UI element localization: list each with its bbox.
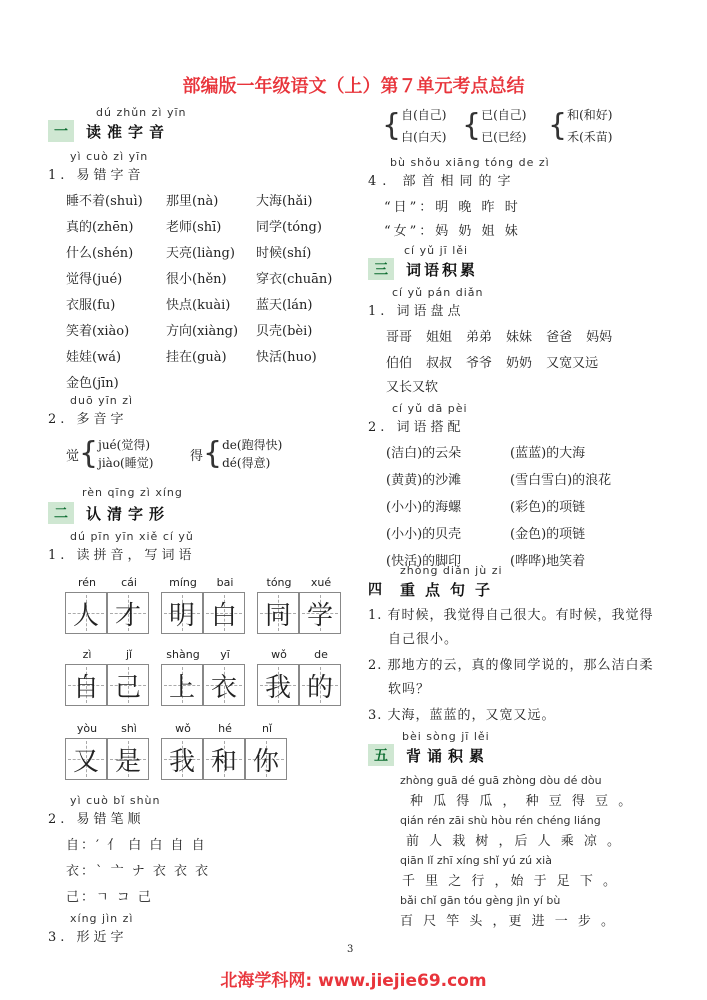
word-group [66, 576, 150, 634]
sec2-sub3-pinyin: xíng jìn zì [70, 912, 134, 925]
sec5-label: 背诵积累 [406, 746, 491, 765]
key-sentence: 2. 那地方的云，真的像同学说的，那么洁白柔 [368, 658, 654, 673]
polyphone-reading: dé(得意) [222, 456, 271, 470]
similar-char: 白(白天) [401, 130, 447, 144]
word-cell: 天亮(liàng) [166, 246, 235, 261]
match-item: (快活)的脚印 [386, 554, 462, 569]
word: 又长又软 [386, 380, 439, 395]
char-box: 你 [245, 738, 287, 780]
poem-pinyin: qián rén zāi shù hòu rén chéng liáng [400, 814, 601, 827]
char-pinyin: shàng [166, 648, 200, 661]
brace-icon: { [462, 108, 482, 143]
word-cell: 什么(shén) [66, 246, 134, 261]
word-group [258, 648, 342, 706]
char-box: 己 [107, 664, 149, 706]
match-item: (彩色)的项链 [510, 500, 586, 515]
stroke-order-line: 衣：` 亠 ナ 衣 衣 衣 [66, 864, 211, 879]
sec3-sub1: 1. 词语盘点 [368, 304, 465, 319]
polyphone-reading: jiào(睡觉) [98, 456, 154, 470]
polyphone-head: 觉 [66, 448, 80, 464]
sec1-heading [48, 120, 170, 142]
key-sentence: 1. 有时候，我觉得自己很大。有时候，我觉得 [368, 608, 654, 623]
char-box: 白 [203, 592, 245, 634]
sec3-pinyin: cí yǔ jī lěi [404, 244, 469, 257]
sec2-sub1-pinyin: dú pīn yīn xiě cí yǔ [70, 530, 194, 543]
word-group [162, 576, 246, 634]
word: 爸爸 [546, 330, 573, 345]
char-box: 明 [161, 592, 203, 634]
sec2-sub2-pinyin: yì cuò bǐ shùn [70, 794, 161, 807]
footer-watermark: 北海学科网: www.jiejie69.com [220, 971, 487, 991]
word-cell: 蓝天(lán) [256, 298, 313, 313]
sec3-label: 词语积累 [406, 260, 479, 279]
similar-char: 禾(禾苗) [567, 130, 613, 144]
word-group [162, 648, 246, 706]
word-cell: 那里(nà) [166, 194, 219, 209]
match-item: (雪白雪白)的浪花 [510, 473, 612, 488]
char-pinyin: xué [310, 576, 332, 589]
key-sentence: 软吗？ [388, 682, 431, 697]
char-pinyin: wǒ [271, 648, 287, 661]
char-box: 自 [65, 664, 107, 706]
sec3-sub1-pinyin: cí yǔ pán diǎn [392, 286, 484, 299]
word-cell: 方向(xiàng) [166, 324, 239, 339]
sec2-number: 二 [48, 502, 74, 524]
sec3-sub2: 2. 词语搭配 [368, 420, 465, 435]
word: 奶奶 [506, 356, 533, 371]
word-list-row [386, 326, 612, 345]
word-cell: 衣服(fu) [66, 298, 116, 313]
polyphone-de [190, 436, 282, 472]
word-cell: 时候(shí) [256, 246, 312, 261]
sec5-pinyin: bèi sòng jī lěi [402, 730, 490, 743]
match-item: (小小)的贝壳 [386, 527, 462, 542]
word-cell: 老师(shī) [166, 220, 222, 235]
sec3-heading [368, 258, 478, 280]
char-box: 才 [107, 592, 149, 634]
sec5-number: 五 [368, 744, 394, 766]
poem-pinyin: qiān lǐ zhī xíng shǐ yú zú xià [400, 854, 552, 867]
sec1-pinyin: dú zhǔn zì yīn [96, 106, 187, 119]
similar-char: 已(已经) [481, 130, 527, 144]
char-pinyin: rén [77, 576, 97, 589]
sec4-pinyin: zhòng diǎn jù zi [400, 564, 503, 577]
sec2-sub2: 2. 易错笔顺 [48, 812, 145, 827]
poem-pinyin: bǎi chǐ gān tóu gèng jìn yí bù [400, 894, 561, 907]
word: 哥哥 [386, 330, 413, 345]
word-cell: 挂在(guà) [166, 350, 227, 365]
match-item: (金色)的项链 [510, 527, 586, 542]
sec1-label: 读准字音 [86, 122, 171, 141]
word: 妹妹 [506, 330, 533, 345]
sec1-sub2-pinyin: duō yīn zì [70, 394, 134, 407]
char-box: 我 [257, 664, 299, 706]
word-group [258, 576, 342, 634]
sec2-heading [48, 502, 170, 524]
radical-line: “女”：妈 奶 姐 妹 [384, 224, 521, 239]
similar-pair [548, 104, 612, 148]
char-box: 学 [299, 592, 341, 634]
polyphone-reading: de(跑得快) [222, 438, 283, 452]
word-list-row [386, 352, 598, 371]
similar-char: 已(自己) [481, 108, 527, 122]
similar-char: 自(自己) [401, 108, 447, 122]
word: 姐姐 [426, 330, 453, 345]
sec2-sub1: 1. 读拼音，写词语 [48, 548, 196, 563]
word: 弟弟 [466, 330, 493, 345]
word-cell: 快点(kuài) [166, 298, 231, 313]
brace-icon: { [548, 108, 568, 143]
sec4-label: 重点句子 [400, 580, 501, 599]
word-match-table [386, 442, 650, 569]
match-item: (黄黄)的沙滩 [386, 473, 462, 488]
word-group [66, 722, 150, 780]
similar-pair [462, 104, 526, 148]
poem-line: 百 尺 竿 头 ，更 进 一 步 。 [400, 914, 618, 929]
polyphone-head: 得 [190, 448, 204, 464]
char-box: 和 [203, 738, 245, 780]
poem-line: 前 人 栽 树 ，后 人 乘 凉 。 [406, 834, 624, 849]
word-cell: 睡不着(shuì) [66, 194, 143, 209]
word-cell: 很小(hěn) [166, 272, 227, 287]
error-prone-sounds-table [66, 190, 356, 391]
char-box: 我 [161, 738, 203, 780]
stroke-order-line: 自：′ 亻 白 白 自 自 [66, 838, 207, 853]
similar-pair [382, 104, 446, 148]
sec2-sub3: 3. 形近字 [48, 930, 128, 945]
word-cell: 穿衣(chuān) [256, 272, 333, 287]
page-title: 部编版一年级语文（上）第７单元考点总结 [182, 76, 525, 97]
word-cell: 金色(jīn) [66, 376, 119, 391]
sec1-sub1-pinyin: yì cuò zì yīn [70, 150, 149, 163]
char-pinyin: yī [220, 648, 230, 661]
char-box: 衣 [203, 664, 245, 706]
poem-line: 千 里 之 行 ，始 于 足 下 。 [402, 874, 620, 889]
word: 伯伯 [386, 356, 413, 371]
radical-line: “日”：明 晚 昨 时 [384, 200, 521, 215]
sec3-number: 三 [368, 258, 394, 280]
char-pinyin: cái [121, 576, 137, 589]
similar-char: 和(和好) [567, 108, 613, 122]
word-cell: 娃娃(wá) [66, 350, 122, 365]
char-pinyin: de [314, 648, 328, 661]
sec5-heading [368, 744, 490, 766]
word-cell: 真的(zhēn) [66, 220, 134, 235]
radical-label: 4. 部首相同的字 [368, 174, 517, 189]
match-item: (哗哗)地笑着 [510, 554, 586, 569]
polyphone-jue [66, 436, 153, 472]
radical-pinyin: bù shǒu xiāng tóng de zì [390, 156, 550, 169]
char-pinyin: wǒ [175, 722, 191, 735]
word-cell: 觉得(jué) [66, 272, 123, 287]
char-pinyin: zì [82, 648, 92, 661]
brace-icon: { [79, 436, 99, 471]
char-box: 是 [107, 738, 149, 780]
sec2-label: 认清字形 [86, 504, 171, 523]
word: 爷爷 [466, 356, 493, 371]
key-sentence: 3. 大海，蓝蓝的，又宽又远。 [368, 708, 556, 723]
char-pinyin: míng [169, 576, 197, 589]
word-list-row [386, 376, 438, 395]
sec1-number: 一 [48, 120, 74, 142]
word-cell: 同学(tóng) [256, 220, 322, 235]
tian-grid-row [66, 722, 300, 780]
char-pinyin: bai [216, 576, 234, 589]
char-pinyin: shì [121, 722, 137, 735]
tian-grid-row [66, 576, 354, 634]
word-cell: 笑着(xiào) [66, 324, 130, 339]
poem-line: 种 瓜 得 瓜 ， 种 豆 得 豆 。 [410, 794, 635, 809]
word: 叔叔 [426, 356, 453, 371]
brace-icon: { [203, 436, 223, 471]
word-cell: 快活(huo) [256, 350, 317, 365]
word-group [66, 648, 150, 706]
sec4-number: 四 [368, 582, 382, 598]
word-cell: 大海(hǎi) [256, 194, 313, 209]
sec3-sub2-pinyin: cí yǔ dā pèi [392, 402, 468, 415]
word: 妈妈 [586, 330, 613, 345]
word-cell: 贝壳(bèi) [256, 324, 313, 339]
char-pinyin: yòu [76, 722, 98, 735]
char-box: 同 [257, 592, 299, 634]
char-box: 上 [161, 664, 203, 706]
sec4-heading [368, 578, 500, 600]
char-box: 人 [65, 592, 107, 634]
char-pinyin: tóng [266, 576, 292, 589]
word: 又宽又远 [546, 356, 599, 371]
match-item: (蓝蓝)的大海 [510, 446, 586, 461]
char-pinyin: hé [218, 722, 232, 735]
word-group [162, 722, 288, 780]
sec1-sub2: 2. 多音字 [48, 412, 128, 427]
brace-icon: { [382, 108, 402, 143]
tian-grid-row [66, 648, 354, 706]
char-box: 又 [65, 738, 107, 780]
char-pinyin: nǐ [261, 722, 273, 735]
poem-pinyin: zhòng guā dé guā zhòng dòu dé dòu [400, 774, 602, 787]
char-pinyin: jǐ [125, 648, 133, 661]
sec1-sub1: 1. 易错字音 [48, 168, 145, 183]
match-item: (洁白)的云朵 [386, 446, 462, 461]
match-item: (小小)的海螺 [386, 500, 462, 515]
stroke-order-line: 己：ㄱ コ 己 [66, 890, 153, 905]
polyphone-reading: jué(觉得) [98, 438, 151, 452]
sec2-pinyin: rèn qīng zì xíng [82, 486, 183, 499]
char-box: 的 [299, 664, 341, 706]
key-sentence: 自己很小。 [388, 632, 459, 647]
page-number: 3 [347, 944, 354, 955]
